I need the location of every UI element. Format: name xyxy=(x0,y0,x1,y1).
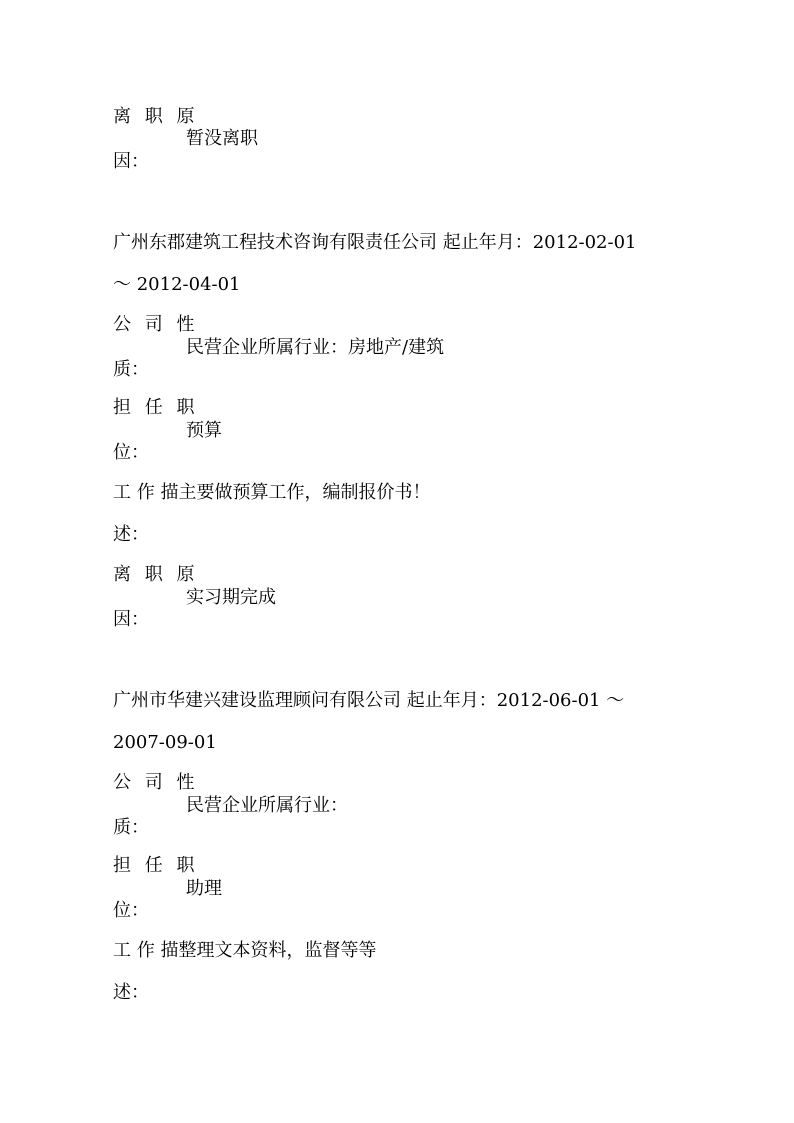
position-value: 预算 xyxy=(186,420,222,441)
work-description-label-bottom: 述： xyxy=(113,524,149,545)
company-nature-value: 民营企业所属行业：房地产/建筑 xyxy=(186,337,445,358)
company-nature-value: 民营企业所属行业： xyxy=(186,795,348,816)
leave-reason-label-bottom: 因： xyxy=(113,609,149,630)
work-description-label-bottom: 述： xyxy=(113,982,149,1003)
company-nature-label-top: 公 司 性 xyxy=(113,772,199,793)
company-nature-label-bottom: 质： xyxy=(113,817,149,838)
position-label-top: 担 任 职 xyxy=(113,397,199,418)
leave-reason-label-top: 离 职 原 xyxy=(113,106,199,127)
company-name-period-line: 广州市华建兴建设监理顾问有限公司 起止年月：2012-06-01 ～ xyxy=(113,690,625,711)
company-name-period-line: 广州东郡建筑工程技术咨询有限责任公司 起止年月：2012-02-01 xyxy=(113,232,637,253)
leave-reason-label-top: 离 职 原 xyxy=(113,564,199,585)
position-value: 助理 xyxy=(186,878,222,899)
company-nature-label-top: 公 司 性 xyxy=(113,314,199,335)
leave-reason-value: 实习期完成 xyxy=(186,587,276,608)
period-end: 2007-09-01 xyxy=(113,732,217,753)
company-nature-label-bottom: 质： xyxy=(113,359,149,380)
position-label-bottom: 位： xyxy=(113,900,149,921)
period-end: ～ 2012-04-01 xyxy=(113,274,241,295)
work-description-line: 工 作 描主要做预算工作，编制报价书！ xyxy=(113,482,431,503)
position-label-bottom: 位： xyxy=(113,442,149,463)
position-label-top: 担 任 职 xyxy=(113,855,199,876)
leave-reason-label-bottom: 因： xyxy=(113,151,149,172)
leave-reason-value: 暂没离职 xyxy=(186,128,258,149)
work-description-line: 工 作 描整理文本资料，监督等等 xyxy=(113,940,377,961)
